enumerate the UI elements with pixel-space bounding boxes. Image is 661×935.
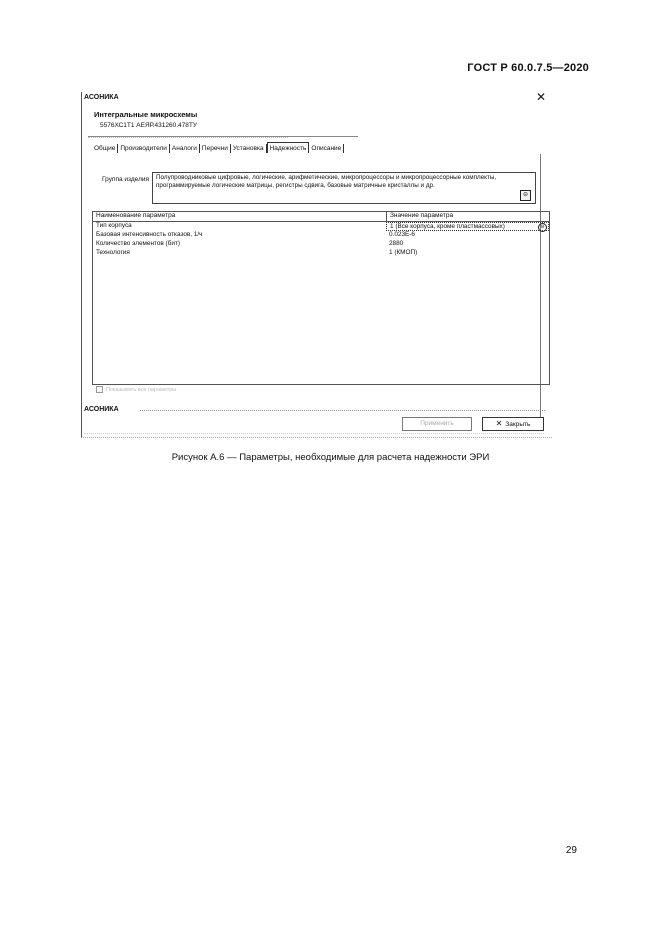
app-title: АСОНИКА (84, 94, 119, 101)
close-button-icon: ✕ (495, 419, 503, 428)
figure-caption: Рисунок А.6 — Параметры, необходимые для расчета надежности ЭРИ (171, 452, 490, 463)
parameters-table (92, 211, 550, 385)
column-header-name[interactable]: Наименование параметра (93, 212, 387, 221)
param-value[interactable] (386, 222, 549, 231)
param-value[interactable]: 0.023E-6 (389, 231, 415, 238)
table-row[interactable] (93, 249, 549, 258)
group-select-icon[interactable]: ⊖ (520, 190, 531, 201)
param-value[interactable]: 2880 (389, 240, 404, 247)
tab-bar (92, 144, 344, 153)
asonika-window (81, 92, 552, 438)
dropdown-icon[interactable]: ⊖ (538, 223, 547, 232)
param-name: Количество элементов (бит) (96, 240, 180, 247)
component-heading (94, 110, 197, 129)
bottom-divider (84, 433, 544, 434)
component-code: 5576ХС1Т1 АЕЯР.431260.478ТУ (100, 122, 197, 129)
show-all-checkbox[interactable] (96, 386, 103, 393)
tab-installation[interactable]: Установка (231, 144, 267, 153)
param-name: Тип корпуса (96, 222, 132, 229)
page-number: 29 (565, 845, 577, 856)
tab-general[interactable]: Общие (92, 144, 118, 153)
title-bar (82, 92, 552, 106)
table-header (93, 212, 549, 222)
tab-description[interactable]: Описание (309, 144, 344, 153)
param-value-text: 1 (Все корпуса, кроме пластмассовых) (390, 223, 505, 230)
tab-manufacturers[interactable]: Производители (118, 144, 170, 153)
group-label: Группа изделия (102, 176, 150, 183)
table-row[interactable] (93, 231, 549, 240)
status-text: АСОНИКА (84, 406, 119, 413)
tab-lists[interactable]: Перечни (200, 144, 231, 153)
apply-button[interactable]: Применить (402, 417, 472, 431)
param-value[interactable]: 1 (КМОП) (389, 249, 418, 256)
tab-analogs[interactable]: Аналоги (170, 144, 200, 153)
group-field (152, 172, 536, 204)
component-title: Интегральные микросхемы (94, 110, 198, 119)
close-button[interactable] (482, 417, 544, 431)
group-value: Полупроводниковые цифровые, логические, арифметические, микропроцессоры и микропроцессорные комплекты, программируемые логические матрицы, регистры сдвига, базовые матричные кристаллы и др. (156, 174, 497, 189)
param-name: Технология (96, 249, 130, 256)
heading-divider-secondary (88, 137, 288, 138)
checkbox-label: Показывать все параметры (106, 386, 177, 393)
column-header-value[interactable]: Значение параметра (390, 212, 454, 219)
document-header: ГОСТ Р 60.0.7.5—2020 (467, 62, 589, 74)
close-button-label: Закрыть (505, 421, 531, 428)
tab-reliability[interactable]: Надежность (267, 142, 310, 153)
param-name: Базовая интенсивность отказов, 1/ч (96, 231, 203, 238)
show-all-checkbox-row[interactable] (96, 386, 176, 393)
status-divider (140, 410, 545, 411)
table-row[interactable] (93, 240, 549, 249)
table-row[interactable] (93, 222, 549, 231)
close-icon[interactable]: ✕ (535, 90, 546, 104)
